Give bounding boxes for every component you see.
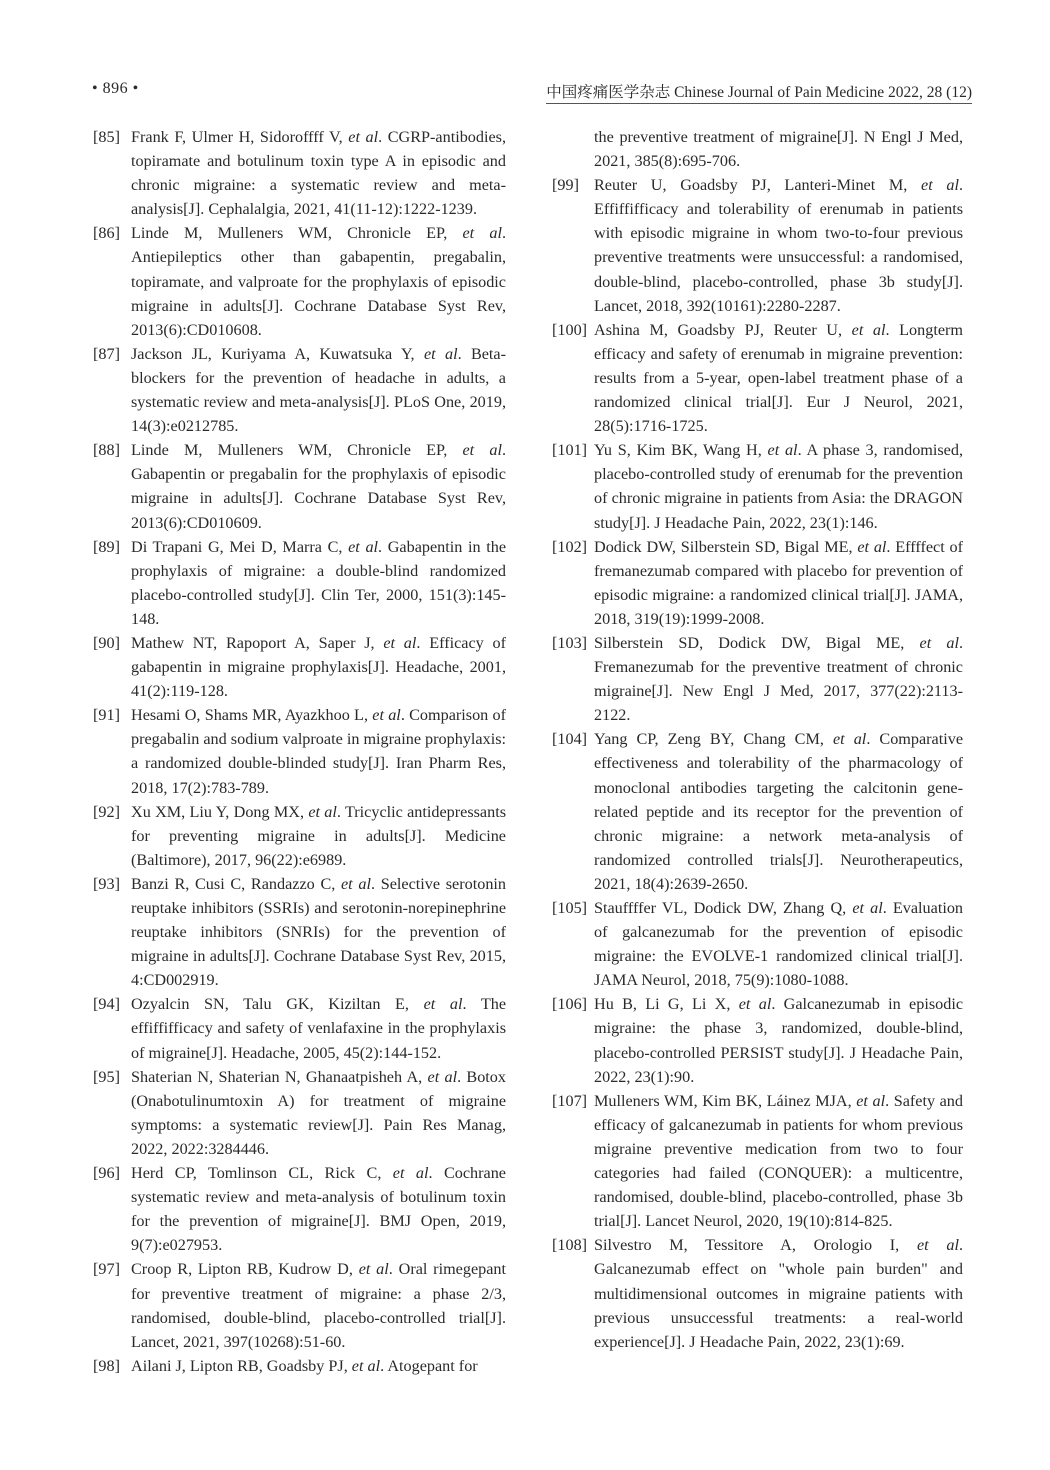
- reference-body: . Gabapentin or pregabalin for the prophylaxis of episodic migraine in adults[J]. Cochrane Database Syst Rev, 2013(6):CD010609.: [131, 441, 507, 532]
- reference-entry: [552, 896, 963, 992]
- reference-number: [96]: [93, 1164, 120, 1183]
- reference-authors: Yu S, Kim BK, Wang H,: [594, 441, 762, 460]
- reference-body: . Efficacy of gabapentin in migraine prophylaxis[J]. Headache, 2001, 41(2):119-128.: [131, 633, 506, 701]
- page-header: [92, 78, 972, 102]
- reference-et-al: et al: [462, 224, 502, 243]
- reference-authors: Mathew NT, Rapoport A, Saper J,: [131, 633, 375, 652]
- reference-et-al: et al: [423, 995, 463, 1014]
- reference-number: [103]: [552, 633, 588, 652]
- reference-number: [98]: [93, 1356, 120, 1375]
- reference-number: [85]: [93, 128, 120, 146]
- reference-body: . Galcanezumab effect on "whole pain burden" and multidimensional outcomes in migraine patients with previous unsuccessful treatments: a real-world experience[J]. J Headache Pain, 2022, 23(1):69.: [594, 1236, 963, 1351]
- reference-entry: [93, 631, 506, 703]
- reference-number: [95]: [93, 1067, 120, 1086]
- left-column-references: [93, 125, 506, 1378]
- reference-et-al: et al: [423, 344, 458, 363]
- reference-et-al: et al: [852, 899, 883, 917]
- reference-body: . Cochrane systematic review and meta-analysis of botulinum toxin for the prevention of migraine[J]. BMJ Open, 2019, 9(7):e027953.: [131, 1164, 506, 1255]
- reference-number: [94]: [93, 995, 120, 1014]
- reference-entry: [552, 535, 963, 631]
- reference-number: [100]: [552, 320, 588, 339]
- reference-entry: [552, 173, 963, 318]
- reference-entry: [552, 1089, 963, 1234]
- reference-body: . Beta-blockers for the prevention of headache in adults, a systematic review and meta-analysis[J]. PLoS One, 2019, 14(3):e0212785.: [131, 344, 506, 436]
- reference-number: [104]: [552, 730, 588, 749]
- reference-body: . Atogepant for: [380, 1356, 478, 1375]
- reference-body: . Safety and efficacy of galcanezumab in patients for whom previous migraine preventive medication from two to four categories had failed (CONQUER): a multicentre, randomised, double-blind, placebo-controlled, phase 3b trial[J]. Lancet Neurol, 2020, 19(10):814-825.: [594, 1091, 963, 1231]
- reference-body: . Tricyclic antidepressants for preventing migraine in adults[J]. Medicine (Baltimore), 2017, 96(22):e6989.: [131, 802, 506, 869]
- reference-body: . CGRP-antibodies, topiramate and botulinum toxin type A in episodic and chronic migraine: a systematic review and meta-analysis[J]. Cephalalgia, 2021, 41(11-12):1222-1239.: [131, 128, 507, 219]
- reference-number: [88]: [93, 441, 120, 460]
- reference-number: [87]: [93, 344, 120, 363]
- reference-authors: Hesami O, Shams MR, Ayazkhoo L,: [131, 706, 368, 725]
- reference-authors: Yang CP, Zeng BY, Chang CM,: [594, 730, 824, 749]
- reference-et-al: et al: [851, 320, 886, 339]
- reference-body: . Antiepileptics other than gabapentin, pregabalin, topiramate, and valproate for the prophylaxis of episodic migraine in adults[J]. Cochrane Database Syst Rev, 2013(6):CD010608.: [131, 224, 507, 339]
- reference-body: . Gabapentin in the prophylaxis of migraine: a double-blind randomized placebo-controlled study[J]. Clin Ter, 2000, 151(3):145-148.: [131, 537, 507, 628]
- reference-authors: Mulleners WM, Kim BK, Láinez MJA,: [594, 1091, 852, 1110]
- reference-entry: [93, 872, 506, 992]
- reference-number: [97]: [93, 1260, 120, 1279]
- reference-body: . Evaluation of galcanezumab for the prevention of episodic migraine: the EVOLVE-1 randomized clinical trial[J]. JAMA Neurol, 2018, 75(9):1080-1088.: [594, 899, 964, 990]
- reference-body: . A phase 3, randomised, placebo-controlled study of erenumab for the prevention of chronic migraine in patients from Asia: the DRAGON study[J]. J Headache Pain, 2022, 23(1):146.: [594, 441, 963, 532]
- page-number: • 896 •: [92, 80, 139, 97]
- reference-number: [108]: [552, 1236, 588, 1255]
- reference-authors: Jackson JL, Kuriyama A, Kuwatsuka Y,: [131, 344, 415, 363]
- reference-authors: Herd CP, Tomlinson CL, Rick C,: [131, 1164, 382, 1183]
- reference-entry: [93, 342, 506, 438]
- reference-body: . Comparative effectiveness and tolerability of the pharmacology of monoclonal antibodies targeting the calcitonin gene-related peptide and its receptor for the prevention of chronic migraine: a network meta-analysis of randomized controlled trials[J]. Neurotherapeutics, 2021, 18(4):2639-2650.: [594, 730, 964, 893]
- reference-et-al: et al: [348, 128, 379, 146]
- reference-body: . The effiffifficacy and safety of venlafaxine in the prophylaxis of migraine[J]. Headache, 2005, 45(2):144-152.: [131, 995, 506, 1062]
- reference-number: [90]: [93, 633, 120, 652]
- reference-authors: Dodick DW, Silberstein SD, Bigal ME,: [594, 537, 853, 556]
- reference-et-al: et al: [832, 730, 867, 749]
- reference-entry: [552, 992, 963, 1088]
- reference-et-al: et al: [308, 802, 337, 821]
- reference-et-al: et al: [348, 537, 379, 556]
- reference-authors: Croop R, Lipton RB, Kudrow D,: [131, 1260, 353, 1279]
- reference-et-al: et al: [921, 176, 959, 195]
- reference-body: . Effffect of fremanezumab compared with placebo for prevention of episodic migraine: a randomized clinical trial[J]. JAMA, 2018, 319(19):1999-2008.: [594, 537, 963, 628]
- reference-authors: Xu XM, Liu Y, Dong MX,: [131, 802, 305, 821]
- reference-entry: [552, 318, 963, 438]
- reference-number: [106]: [552, 995, 588, 1014]
- reference-number: [89]: [93, 537, 120, 556]
- reference-number: [91]: [93, 706, 120, 725]
- reference-authors: Hu B, Li G, Li X,: [594, 995, 731, 1014]
- reference-number: [93]: [93, 874, 120, 893]
- reference-entry: [93, 1354, 506, 1378]
- reference-entry: [552, 727, 963, 896]
- journal-running-title: 中国疼痛医学杂志 Chinese Journal of Pain Medicine 2022, 28 (12): [546, 80, 972, 104]
- reference-et-al: et al: [341, 874, 371, 893]
- right-column-references: [552, 125, 963, 1354]
- continuation-text: the preventive treatment of migraine[J]. N Engl J Med, 2021, 385(8):695-706.: [594, 128, 963, 171]
- reference-body: . Galcanezumab in episodic migraine: the phase 3, randomized, double-blind, placebo-controlled PERSIST study[J]. J Headache Pain, 2022, 23(1):90.: [594, 995, 964, 1086]
- reference-body: . Botox (Onabotulinumtoxin A) for treatment of migraine symptoms: a systematic review[J]. Pain Res Manag, 2022, 2022:3284446.: [131, 1067, 506, 1158]
- reference-body: . Longterm efficacy and safety of erenumab in migraine prevention: results from a 5-year, open-label treatment phase of a randomized clinical trial[J]. Eur J Neurol, 2021, 28(5):1716-1725.: [594, 320, 963, 436]
- reference-authors: Frank F, Ulmer H, Sidoroffff V,: [131, 128, 343, 146]
- reference-authors: Linde M, Mulleners WM, Chronicle EP,: [131, 224, 448, 243]
- reference-authors: Stauffffer VL, Dodick DW, Zhang Q,: [594, 899, 847, 917]
- reference-entry: [93, 1065, 506, 1161]
- reference-authors: Reuter U, Goadsby PJ, Lanteri-Minet M,: [594, 176, 908, 195]
- reference-et-al: et al: [856, 1091, 886, 1110]
- reference-authors: Di Trapani G, Mei D, Marra C,: [131, 537, 343, 556]
- reference-et-al: et al: [916, 1236, 959, 1255]
- reference-authors: Ozyalcin SN, Talu GK, Kiziltan E,: [131, 995, 409, 1014]
- reference-authors: Ailani J, Lipton RB, Goadsby PJ,: [131, 1356, 348, 1375]
- reference-et-al: et al: [767, 441, 798, 460]
- reference-authors: Shaterian N, Shaterian N, Ghanaatpisheh A,: [131, 1067, 423, 1086]
- reference-body: . Selective serotonin reuptake inhibitors (SSRIs) and serotonin-norepinephrine reuptake inhibitors (SNRIs) for the prevention of migraine in adults[J]. Cochrane Database Syst Rev, 2015, 4:CD002919.: [131, 874, 507, 990]
- reference-entry: [93, 800, 506, 872]
- reference-body: . Fremanezumab for the preventive treatment of chronic migraine[J]. New Engl J Med, 2017, 377(22):2113-2122.: [594, 633, 964, 725]
- reference-authors: Silberstein SD, Dodick DW, Bigal ME,: [594, 633, 905, 652]
- reference-number: [101]: [552, 441, 588, 460]
- reference-entry: [93, 125, 506, 221]
- reference-number: [86]: [93, 224, 120, 243]
- reference-body: . Comparison of pregabalin and sodium valproate in migraine prophylaxis: a randomized double-blinded study[J]. Iran Pharm Res, 2018, 17(2):783-789.: [131, 706, 507, 797]
- reference-et-al: et al: [857, 537, 887, 556]
- reference-entry: [93, 535, 506, 631]
- reference-et-al: et al: [372, 706, 401, 725]
- reference-et-al: et al: [358, 1260, 389, 1279]
- reference-et-al: et al: [919, 633, 959, 652]
- reference-authors: Linde M, Mulleners WM, Chronicle EP,: [131, 441, 448, 460]
- reference-entry: [93, 221, 506, 341]
- reference-number: [105]: [552, 899, 588, 917]
- reference-et-al: et al: [383, 633, 417, 652]
- reference-number: [99]: [552, 176, 579, 195]
- reference-et-al: et al: [427, 1067, 458, 1086]
- reference-entry: [93, 703, 506, 799]
- reference-et-al: et al: [351, 1356, 381, 1375]
- reference-entry: [552, 438, 963, 534]
- reference-entry: [93, 992, 506, 1064]
- reference-entry: [93, 1257, 506, 1353]
- reference-et-al: et al: [738, 995, 772, 1014]
- reference-authors: Ashina M, Goadsby PJ, Reuter U,: [594, 320, 843, 339]
- reference-et-al: et al: [462, 441, 502, 460]
- reference-et-al: et al: [392, 1164, 429, 1183]
- reference-authors: Banzi R, Cusi C, Randazzo C,: [131, 874, 336, 893]
- reference-entry: [93, 1161, 506, 1257]
- reference-body: . Effiffifficacy and tolerability of erenumab in patients with episodic migraine in whom two-to-four previous preventive treatments were unsuccessful: a randomised, double-blind, placebo-controlled, phase 3b study[J]. Lancet, 2018, 392(10161):2280-2287.: [594, 176, 963, 315]
- reference-continuation: [552, 125, 963, 173]
- reference-entry: [552, 631, 963, 727]
- reference-body: . Oral rimegepant for preventive treatment of migraine: a phase 2/3, randomised, double-blind, placebo-controlled trial[J]. Lancet, 2021, 397(10268):51-60.: [131, 1260, 506, 1351]
- reference-entry: [93, 438, 506, 534]
- reference-authors: Silvestro M, Tessitore A, Orologio I,: [594, 1236, 900, 1255]
- reference-number: [92]: [93, 802, 120, 821]
- reference-number: [102]: [552, 537, 588, 556]
- reference-number: [107]: [552, 1091, 588, 1110]
- reference-entry: [552, 1233, 963, 1353]
